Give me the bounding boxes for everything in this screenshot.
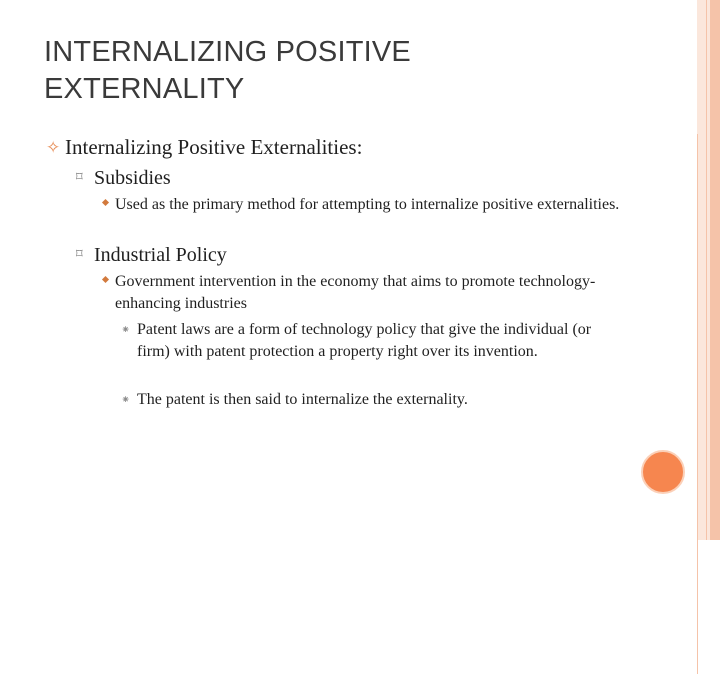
bracket-bullet-icon: ⌑ xyxy=(76,247,83,262)
bullet-level-1 xyxy=(46,134,363,160)
bullet-text: Used as the primary method for attempting to internalize positive externalities. xyxy=(115,196,620,213)
asterisk-bullet-icon: ⁕ xyxy=(121,323,131,336)
bullet-text: Patent laws are a form of technology policy that give the individual (or firm) with patent protection a property right over its invention. xyxy=(137,321,592,360)
bullet-subsidies-point xyxy=(115,194,635,216)
border-line xyxy=(706,0,707,540)
asterisk-bullet-icon: ⁕ xyxy=(121,393,131,406)
slide-title xyxy=(44,34,644,108)
border-line xyxy=(714,0,720,540)
title-line-2: EXTERNALITY xyxy=(44,73,245,105)
bullet-patent-internalize xyxy=(121,389,627,411)
diamond-bullet-icon xyxy=(102,276,109,283)
bullet-industrial-policy xyxy=(76,242,227,268)
bullet-text: Subsidies xyxy=(94,167,171,189)
decorative-circle xyxy=(641,450,685,494)
title-line-1: INTERNALIZING POSITIVE xyxy=(44,36,411,68)
bullet-text: Industrial Policy xyxy=(94,244,227,266)
bullet-industrial-policy-point xyxy=(115,271,635,315)
bullet-text: The patent is then said to internalize the externality. xyxy=(137,391,468,408)
bullet-patent-laws xyxy=(121,319,627,363)
bullet-text: Internalizing Positive Externalities: xyxy=(65,135,363,159)
bullet-text: Government intervention in the economy that aims to promote technology-enhancing industries xyxy=(115,273,596,312)
border-line xyxy=(697,134,698,674)
bracket-bullet-icon: ⌑ xyxy=(76,170,83,185)
diamond-bullet-icon xyxy=(102,199,109,206)
four-point-star-icon: ✧ xyxy=(46,138,61,158)
bullet-subsidies xyxy=(76,165,171,191)
